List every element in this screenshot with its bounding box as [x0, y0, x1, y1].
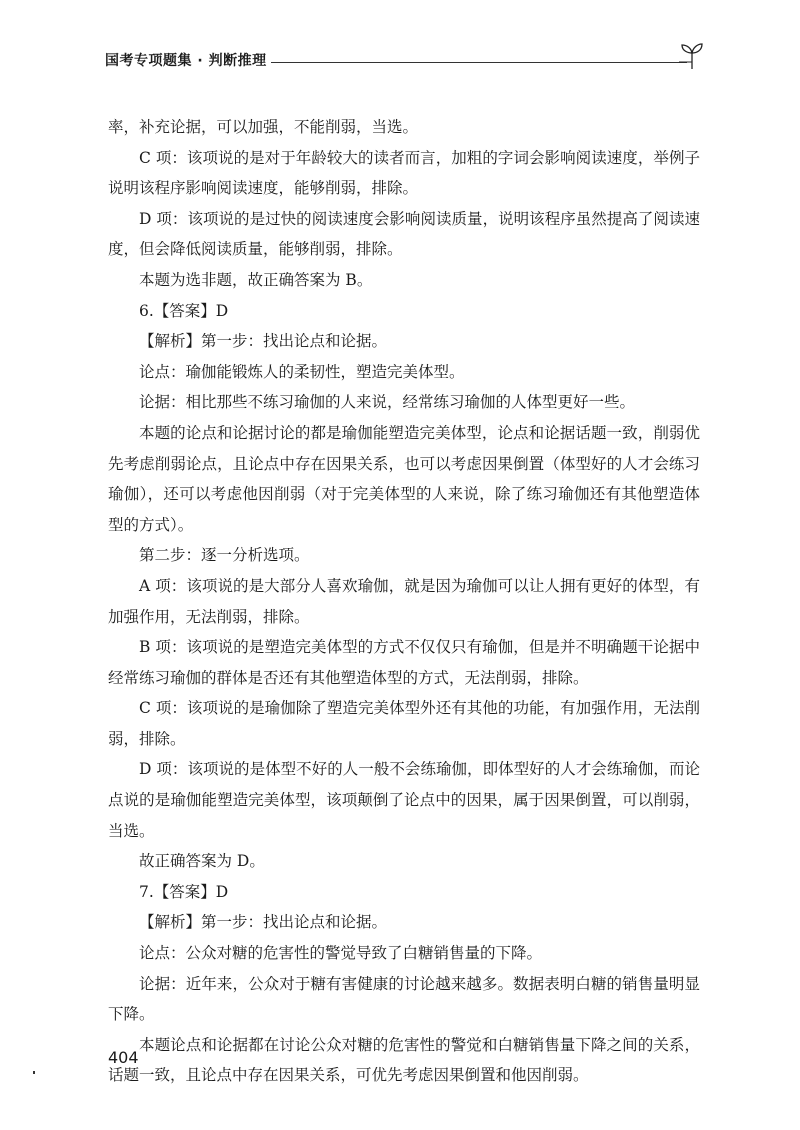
- header-rule: [271, 62, 687, 63]
- running-header: [105, 40, 705, 74]
- answer-heading: 6.【答案】D: [139, 301, 229, 320]
- paragraph: D 项：该项说的是体型不好的人一般不会练瑜伽，即体型好的人才会练瑜伽，而论点说的是瑜伽能塑造完美体型，该项颠倒了论点中的因果，属于因果倒置，可以削弱，当选。: [108, 760, 700, 840]
- paragraph: 第二步：逐一分析选项。: [139, 546, 310, 565]
- paragraph: 【解析】第一步：找出论点和论据。: [139, 913, 388, 932]
- paragraph: C 项：该项说的是瑜伽除了塑造完美体型外还有其他的功能，有加强作用，无法削弱，排除。: [108, 699, 700, 748]
- page-body: [108, 112, 700, 1091]
- paragraph: B 项：该项说的是塑造完美体型的方式不仅仅只有瑜伽，但是并不明确题干论据中经常练习瑜伽的群体是否还有其他塑造体型的方式，无法削弱，排除。: [108, 638, 700, 687]
- paragraph: 率，补充论据，可以加强，不能削弱，当选。: [108, 118, 419, 136]
- scan-speck: [33, 1071, 35, 1074]
- paragraph: 【解析】第一步：找出论点和论据。: [139, 332, 388, 351]
- header-title: 国考专项题集 · 判断推理: [105, 53, 267, 69]
- paragraph: 故正确答案为 D。: [139, 852, 265, 871]
- sprout-icon: [679, 40, 705, 70]
- page-number: 404: [108, 1048, 139, 1067]
- paragraph: C 项：该项说的是对于年龄较大的读者而言，加粗的字词会影响阅读速度，举例子说明该程序影响阅读速度，能够削弱，排除。: [108, 148, 700, 198]
- paragraph: 本题为选非题，故正确答案为 B。: [139, 270, 373, 289]
- paragraph: 论点：公众对糖的危害性的警觉导致了白糖销售量的下降。: [139, 944, 543, 963]
- paragraph: 本题论点和论据都在讨论公众对糖的危害性的警觉和白糖销售量下降之间的关系，话题一致，且论点中存在因果关系，可优先考虑因果倒置和他因削弱。: [108, 1035, 700, 1085]
- answer-heading: 7.【答案】D: [139, 882, 229, 901]
- paragraph: 论据：近年来，公众对于糖有害健康的讨论越来越多。数据表明白糖的销售量明显下降。: [108, 974, 700, 1024]
- paragraph: D 项：该项说的是过快的阅读速度会影响阅读质量，说明该程序虽然提高了阅读速度，但会降低阅读质量，能够削弱，排除。: [108, 209, 700, 259]
- paragraph: A 项：该项说的是大部分人喜欢瑜伽，就是因为瑜伽可以让人拥有更好的体型，有加强作用，无法削弱，排除。: [108, 576, 700, 626]
- paragraph: 本题的论点和论据讨论的都是瑜伽能塑造完美体型，论点和论据话题一致，削弱优先考虑削弱论点，且论点中存在因果关系，也可以考虑因果倒置（体型好的人才会练习瑜伽），还可以考虑他因削弱（对于完美体型的人来说，除了练习瑜伽还有其他塑造体型的方式）。: [108, 423, 700, 534]
- paragraph: 论点：瑜伽能锻炼人的柔韧性，塑造完美体型。: [139, 362, 465, 381]
- paragraph: 论据：相比那些不练习瑜伽的人来说，经常练习瑜伽的人体型更好一些。: [139, 393, 636, 412]
